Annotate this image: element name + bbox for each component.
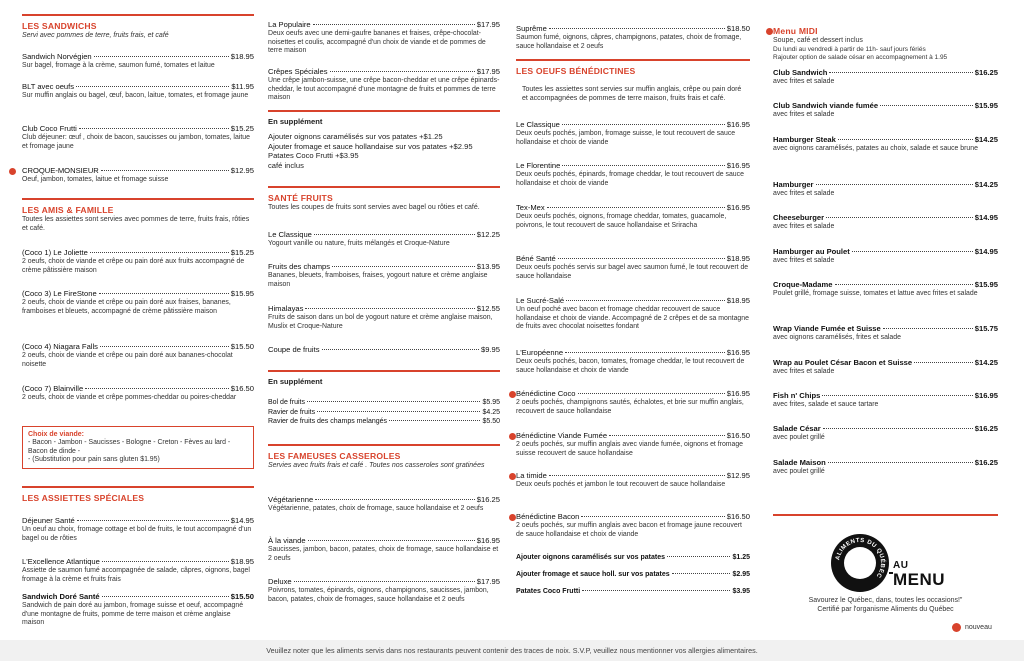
section-sante <box>268 186 500 213</box>
menu-item <box>516 389 750 416</box>
menu-item <box>268 304 500 331</box>
item-desc: avec frites et salade <box>773 223 835 230</box>
aliments-du-quebec-logo <box>831 534 951 594</box>
item-price: $16.25 <box>476 495 500 504</box>
section-heading: En supplément <box>268 117 323 126</box>
item-price: $2.95 <box>732 571 750 578</box>
item-name: Club Sandwich <box>773 68 828 77</box>
menu-item <box>773 424 998 443</box>
item-name: Salade Maison <box>773 458 826 467</box>
new-marker-icon <box>509 391 516 398</box>
item-price: $9.95 <box>480 345 500 354</box>
section-divider <box>516 59 750 61</box>
item-desc: avec oignons caramélisés, patates au choix, salade et sauce brune <box>773 145 978 152</box>
item-price: $15.75 <box>974 324 998 333</box>
item-price: $15.95 <box>974 101 998 110</box>
section-divider <box>268 110 500 112</box>
menu-item <box>22 52 254 71</box>
new-marker-icon <box>509 473 516 480</box>
item-price: $18.95 <box>230 557 254 566</box>
item-desc: avec frites et salade <box>773 78 835 85</box>
section-divider <box>773 514 998 516</box>
menu-item <box>268 536 500 563</box>
item-desc: Poivrons, tomates, épinards, oignons, champignons, saucisses, jambon, bacon, patates, choix de fromages, sauce hollandaise et 2 oeufs <box>268 587 489 603</box>
item-name: (Coco 1) Le Joliette <box>22 248 88 257</box>
item-name: Ajouter oignons caramélisés sur vos patates <box>516 554 665 561</box>
item-desc: Deux oeufs pochés, jambon, fromage suisse, le tout recouvert de sauce hollandaise et choix de viande <box>516 130 736 146</box>
item-price: $3.95 <box>732 588 750 595</box>
allergy-footer: Veuillez noter que les aliments servis dans nos restaurants peuvent contenir des traces de noix. S.V.P, veuillez nous mentionner vos allergies alimentaires. <box>0 640 1024 661</box>
menu-item <box>22 166 254 185</box>
section-subtitle: Servi avec pommes de terre, fruits frais, et café <box>22 32 169 39</box>
item-price: $17.95 <box>476 20 500 29</box>
item-desc: Sur bagel, fromage à la crème, saumon fumé, tomates et laitue <box>22 62 215 69</box>
menu-item <box>22 82 254 101</box>
menu-item <box>516 348 750 375</box>
item-name: Himalayas <box>268 304 304 313</box>
item-desc: avec poulet grillé <box>773 468 825 475</box>
item-name: Club Sandwich viande fumée <box>773 101 879 110</box>
item-price: $12.55 <box>476 304 500 313</box>
section-heading: SANTÉ FRUITS <box>268 193 333 203</box>
supplement-label: Ajouter fromage et sauce hollandaise sur vos patates <box>268 141 447 151</box>
column-1 <box>22 0 254 640</box>
section-heading: LES SANDWICHS <box>22 21 97 31</box>
menu-item <box>773 324 998 343</box>
menu-item <box>516 161 750 188</box>
item-desc: Sur muffin anglais ou bagel, œuf, bacon, laitue, tomates, et fromage jaune <box>22 92 249 99</box>
item-name: Sandwich Doré Santé <box>22 592 100 601</box>
item-name: Salade César <box>773 424 821 433</box>
item-name: Le Classique <box>516 120 560 129</box>
item-price: $16.25 <box>974 458 998 467</box>
item-price: $14.25 <box>974 358 998 367</box>
item-name: L'Excellence Atlantique <box>22 557 100 566</box>
item-desc: Sandwich de pain doré au jambon, fromage suisse et oeuf, accompagné d'une montagne de fruits, pomme de terre maison et crème anglaise maison <box>22 602 244 626</box>
item-name: (Coco 7) Blainville <box>22 384 84 393</box>
item-price: $16.50 <box>726 512 750 521</box>
item-name: (Coco 4) Niagara Falls <box>22 342 98 351</box>
menu-item <box>773 68 998 87</box>
item-price: $15.50 <box>230 592 254 601</box>
supplement-price: +$2.95 <box>449 141 473 151</box>
item-desc: avec oignons caramélisés, frites et salade <box>773 334 901 341</box>
item-price: $12.95 <box>230 166 254 175</box>
menu-item <box>773 213 998 232</box>
menu-item <box>22 342 254 369</box>
item-desc: avec frites et salade <box>773 368 835 375</box>
section-heading: LES ASSIETTES SPÉCIALES <box>22 493 145 503</box>
item-desc: 2 oeufs, choix de viande et crêpe ou pain doré aux fruits accompagné de crème pâtissière maison <box>22 258 245 274</box>
section-heading: LES AMIS & FAMILLE <box>22 205 114 215</box>
column-2 <box>268 0 500 640</box>
midi-line: Rajouter option de salade césar en accompagnement à 1.95 <box>773 54 948 61</box>
item-name: Wrap Viande Fumée et Suisse <box>773 324 881 333</box>
item-price: $12.25 <box>476 230 500 239</box>
item-price: $1.25 <box>732 554 750 561</box>
tagline <box>773 596 998 614</box>
item-price: $16.95 <box>726 203 750 212</box>
item-price: $14.95 <box>230 516 254 525</box>
new-marker-icon <box>509 514 516 521</box>
section-heading: LES FAMEUSES CASSEROLES <box>268 451 401 461</box>
menu-item <box>773 458 998 477</box>
menu-item <box>268 495 500 514</box>
item-price: $18.95 <box>726 254 750 263</box>
item-desc: Saumon fumé, oignons, câpres, champignons, patates, choix de fromage, sauce hollandaise et 2 oeufs <box>516 34 742 50</box>
menu-item <box>268 262 500 289</box>
menu-item <box>22 248 254 275</box>
section-heading: Menu MIDI <box>773 26 818 36</box>
menu-item <box>516 471 750 490</box>
section-supplement <box>268 110 500 127</box>
section-amis <box>22 198 254 233</box>
item-name: Le Classique <box>268 230 312 239</box>
item-name: BLT avec oeufs <box>22 82 75 91</box>
item-desc: Poulet grillé, fromage suisse, tomates et lattue avec frites et salade <box>773 290 978 297</box>
section-supplement-fruits <box>268 370 500 387</box>
meat-choice-line: - (Substitution pour pain sans gluten $1.95) <box>28 456 160 464</box>
item-price: $17.95 <box>476 577 500 586</box>
menu-item <box>516 203 750 230</box>
item-name: Hamburger <box>773 180 814 189</box>
item-desc: Assiette de saumon fumé accompagnée de salade, câpres, oignons, bagel fromage à la crème et fruits frais <box>22 567 250 583</box>
menu-item <box>268 577 500 604</box>
meat-choice-line: - Bacon - Jambon - Saucisses - Bologne - Creton - Fèves au lard -Bacon de dinde - <box>28 439 231 455</box>
section-divider <box>22 14 254 16</box>
item-name: Ajouter fromage et sauce holl. sur vos patates <box>516 571 670 578</box>
section-note: Toutes les assiettes sont servies sur muffin anglais, crêpe ou pain doré et accompagnées de pommes de terre maison, fruits frais et café. <box>522 86 742 102</box>
legend-new-label: nouveau <box>965 624 992 631</box>
item-name: (Coco 3) Le FireStone <box>22 289 97 298</box>
supplement-list <box>268 132 500 170</box>
item-price: $16.95 <box>726 389 750 398</box>
section-divider <box>268 186 500 188</box>
item-desc: Fruits de saison dans un bol de yogourt nature et crème anglaise maison, Muslix et Croque-Nature <box>268 314 493 330</box>
supplement-label: Patates Coco Frutti <box>268 151 333 160</box>
item-name: Wrap au Poulet César Bacon et Suisse <box>773 358 913 367</box>
item-price: $16.95 <box>726 161 750 170</box>
supplement-price: +$3.95 <box>335 151 359 160</box>
item-name: La Populaire <box>268 20 311 29</box>
midi-line: Du lundi au vendredi à partir de 11h- sauf jours fériés <box>773 45 926 53</box>
menu-item <box>773 280 998 299</box>
menu-item <box>268 398 500 427</box>
column-4 <box>773 0 998 640</box>
item-name: Fish n' Chips <box>773 391 821 400</box>
extras-list <box>516 552 750 597</box>
section-divider <box>22 486 254 488</box>
item-name: Déjeuner Santé <box>22 516 75 525</box>
section-divider <box>268 370 500 372</box>
item-desc: Végétarienne, patates, choix de fromage, sauce hollandaise et 2 oeufs <box>268 505 484 512</box>
item-price: $18.95 <box>230 52 254 61</box>
item-desc: 2 oeufs, choix de viande et crêpe ou pain doré aux bananes-chocolat noisette <box>22 352 233 368</box>
section-casseroles <box>268 444 500 471</box>
supplement-price: +$1.25 <box>419 132 443 141</box>
item-price: $16.95 <box>726 348 750 357</box>
legend-new-icon <box>952 623 961 632</box>
new-marker-icon <box>766 28 773 35</box>
item-price: $13.95 <box>476 262 500 271</box>
menu-item <box>516 120 750 147</box>
item-name: Bénédictine Bacon <box>516 512 580 521</box>
item-price: $5.95 <box>482 399 500 406</box>
logo-ring-label: ALIMENTS DU QUÉBEC <box>835 537 886 579</box>
item-price: $17.95 <box>476 67 500 76</box>
section-speciales <box>22 486 254 504</box>
meat-choice-box <box>22 426 254 469</box>
item-price: $14.25 <box>974 135 998 144</box>
item-price: $14.95 <box>974 247 998 256</box>
item-name: Crêpes Spéciales <box>268 67 328 76</box>
logo-au-text: AU <box>893 560 909 571</box>
section-subtitle: Servies avec fruits frais et café . Toutes nos casseroles sont gratinées <box>268 462 485 469</box>
item-name: Le Sucré-Salé <box>516 296 565 305</box>
item-desc: avec frites et salade <box>773 111 835 118</box>
new-marker-icon <box>509 433 516 440</box>
new-marker-icon <box>9 168 16 175</box>
item-name: Végétarienne <box>268 495 314 504</box>
menu-item <box>22 124 254 151</box>
item-name: CROQUE-MONSIEUR <box>22 166 99 175</box>
section-note: Toutes les coupes de fruits sont servies avec bagel ou rôties et café. <box>268 204 480 211</box>
item-desc: Deux oeufs pochés, bacon, tomates, fromage cheddar, le tout recouvert de sauce hollandaise et choix de viande <box>516 358 745 374</box>
menu-item <box>22 592 254 628</box>
item-name: Suprême <box>516 24 547 33</box>
menu-item <box>773 358 998 377</box>
item-price: $5.50 <box>482 418 500 425</box>
item-desc: Un oeuf au choix, fromage cottage et bol de fruits, le tout accompagné d'un bagel ou de rôties <box>22 526 252 542</box>
item-price: $15.95 <box>230 289 254 298</box>
section-divider <box>268 444 500 446</box>
menu-item <box>773 101 998 120</box>
meat-choice-title: Choix de viande: <box>28 431 85 438</box>
menu-item <box>516 512 750 539</box>
item-name: L'Européenne <box>516 348 564 357</box>
item-name: Tex-Mex <box>516 203 545 212</box>
menu-item <box>22 289 254 316</box>
item-desc: Bananes, bleuets, framboises, fraises, yogourt nature et crème anglaise maison <box>268 272 488 288</box>
section-midi <box>773 26 998 63</box>
item-name: Le Florentine <box>516 161 561 170</box>
item-name: À la viande <box>268 536 306 545</box>
item-name: Patates Coco Frutti <box>516 588 581 595</box>
column-3 <box>516 0 750 640</box>
item-desc: Une crêpe jambon-suisse, une crêpe bacon-cheddar et une crêpe épinards-cheddar, le tout accompagné d'une montagne de fruits et pommes de terre maison <box>268 77 500 101</box>
item-name: Bénédictine Viande Fumée <box>516 431 608 440</box>
menu-item <box>22 384 254 403</box>
item-price: $15.25 <box>230 124 254 133</box>
item-name: Ravier de fruits des champs melangés <box>268 418 388 425</box>
item-price: $16.95 <box>726 120 750 129</box>
section-heading: En supplément <box>268 377 323 386</box>
item-desc: Deux oeufs pochés servis sur bagel avec saumon fumé, le tout recouvert de sauce hollandaise <box>516 264 749 280</box>
section-heading: LES OEUFS BÉNÉDICTINES <box>516 66 636 76</box>
item-name: Coupe de fruits <box>268 345 320 354</box>
menu-item <box>268 345 500 355</box>
menu-item <box>22 557 254 584</box>
midi-line: Soupe, café et dessert inclus <box>773 37 863 44</box>
item-name: Ravier de fruits <box>268 408 316 416</box>
item-desc: avec poulet grillé <box>773 434 825 441</box>
item-name: Hamburger au Poulet <box>773 247 850 256</box>
item-price: $16.95 <box>974 391 998 400</box>
item-desc: Deux oeufs pochés, épinards, fromage cheddar, le tout recouvert de sauce hollandaise et choix de viande <box>516 171 744 187</box>
item-desc: Yogourt vanille ou nature, fruits mélangés et Croque-Nature <box>268 240 450 247</box>
item-desc: avec frites et salade <box>773 257 835 264</box>
menu-item <box>773 391 998 410</box>
section-divider-bottom <box>773 514 998 521</box>
item-price: $14.25 <box>974 180 998 189</box>
item-price: $15.25 <box>230 248 254 257</box>
menu-item <box>268 230 500 249</box>
menu-item <box>773 247 998 266</box>
item-name: Deluxe <box>268 577 292 586</box>
item-desc: 2 oeufs, choix de viande et crêpe pommes-cheddar ou poires-cheddar <box>22 394 237 401</box>
item-price: $18.50 <box>726 24 750 33</box>
item-name: Bol de fruits <box>268 399 305 406</box>
item-name: Hamburger Steak <box>773 135 836 144</box>
menu-item <box>516 296 750 332</box>
tagline-line: Certifié par l'organisme Aliments du Québec <box>817 606 954 613</box>
item-desc: Club déjeuner: œuf , choix de bacon, saucisses ou jambon, tomates, laitue et fromage jaune <box>22 134 250 150</box>
section-note-box <box>516 86 750 103</box>
menu-item <box>268 67 500 103</box>
logo-menu-text: MENU <box>893 570 946 589</box>
item-price: $16.25 <box>974 424 998 433</box>
supplement-label: Ajouter oignons caramélisés sur vos patates <box>268 132 417 141</box>
menu-item <box>22 516 254 543</box>
item-price: $4.25 <box>482 408 500 416</box>
item-desc: Saucisses, jambon, bacon, patates, choix de fromage, sauce hollandaise et 2 oeufs <box>268 546 499 562</box>
section-divider <box>22 198 254 200</box>
item-price: $16.95 <box>476 536 500 545</box>
item-name: Sandwich Norvégien <box>22 52 92 61</box>
item-desc: Un oeuf poché avec bacon et fromage cheddar recouvert de sauce hollandaise et choix de viande. Accompagné de 2 crêpes et de sa montagne de fruits avec chocolat noisettes fondant <box>516 306 749 330</box>
item-price: $11.95 <box>231 82 254 91</box>
item-price: $15.50 <box>230 342 254 351</box>
tagline-line: Savourez le Québec, dans, toutes les occasions!" <box>808 597 963 604</box>
item-desc: Oeuf, jambon, tomates, laitue et fromage suisse <box>22 176 169 183</box>
item-price: $16.50 <box>230 384 254 393</box>
item-desc: 2 oeufs pochés, sur muffin anglais avec viande fumée, oignons et fromage suisse recouvert de sauce hollandaise <box>516 441 744 457</box>
item-price: $16.50 <box>726 431 750 440</box>
item-name: Croque-Madame <box>773 280 833 289</box>
item-name: Bénédictine Coco <box>516 389 576 398</box>
item-desc: avec frites et salade <box>773 190 835 197</box>
supplement-label: café inclus <box>268 160 304 170</box>
menu-item <box>268 20 500 56</box>
item-price: $14.95 <box>974 213 998 222</box>
menu-item <box>516 254 750 281</box>
item-name: Cheeseburger <box>773 213 825 222</box>
item-desc: 2 oeufs, choix de viande et crêpe ou pain doré aux fraises, bananes, framboises et bleuets, accompagné de crème pâtissière maison <box>22 299 231 315</box>
menu-item <box>516 431 750 458</box>
item-desc: Deux oeufs pochés et jambon le tout recouvert de sauce hollandaise <box>516 481 726 488</box>
item-price: $18.95 <box>726 296 750 305</box>
menu-item <box>516 24 750 51</box>
section-benedictines <box>516 59 750 77</box>
item-name: Club Coco Frutti <box>22 124 77 133</box>
menu-item <box>773 180 998 199</box>
item-desc: 2 oeufs pochés, champignons sautés, échalotes, et brie sur muffin anglais, recouvert de sauce hollandaise <box>516 399 744 415</box>
item-price: $16.25 <box>974 68 998 77</box>
item-name: La timide <box>516 471 547 480</box>
logo-center <box>844 547 876 579</box>
item-price: $15.95 <box>974 280 998 289</box>
menu-item <box>773 135 998 154</box>
item-desc: Deux oeufs pochés, oignons, fromage cheddar, tomates, guacamole, poivrons, le tout recouvert de sauce hollandaise et Sriracha <box>516 213 727 229</box>
section-sandwichs <box>22 14 254 41</box>
item-desc: 2 oeufs pochés, sur muffin anglais avec bacon et fromage jaune recouvert de sauce hollandaise et choix de viande <box>516 522 742 538</box>
item-desc: Deux oeufs avec une demi-gaufre bananes et fraises, crêpe-chocolat-noisettes et coulis, accompagné d'un choix de viande et de pommes de terre maison <box>268 30 486 54</box>
section-note: Toutes les assiettes sont servies avec pommes de terre, fruits frais, rôties et café. <box>22 216 250 232</box>
item-name: Béné Santé <box>516 254 556 263</box>
item-name: Fruits des champs <box>268 262 331 271</box>
item-price: $12.95 <box>726 471 750 480</box>
item-desc: avec frites, salade et sauce tartare <box>773 401 879 408</box>
